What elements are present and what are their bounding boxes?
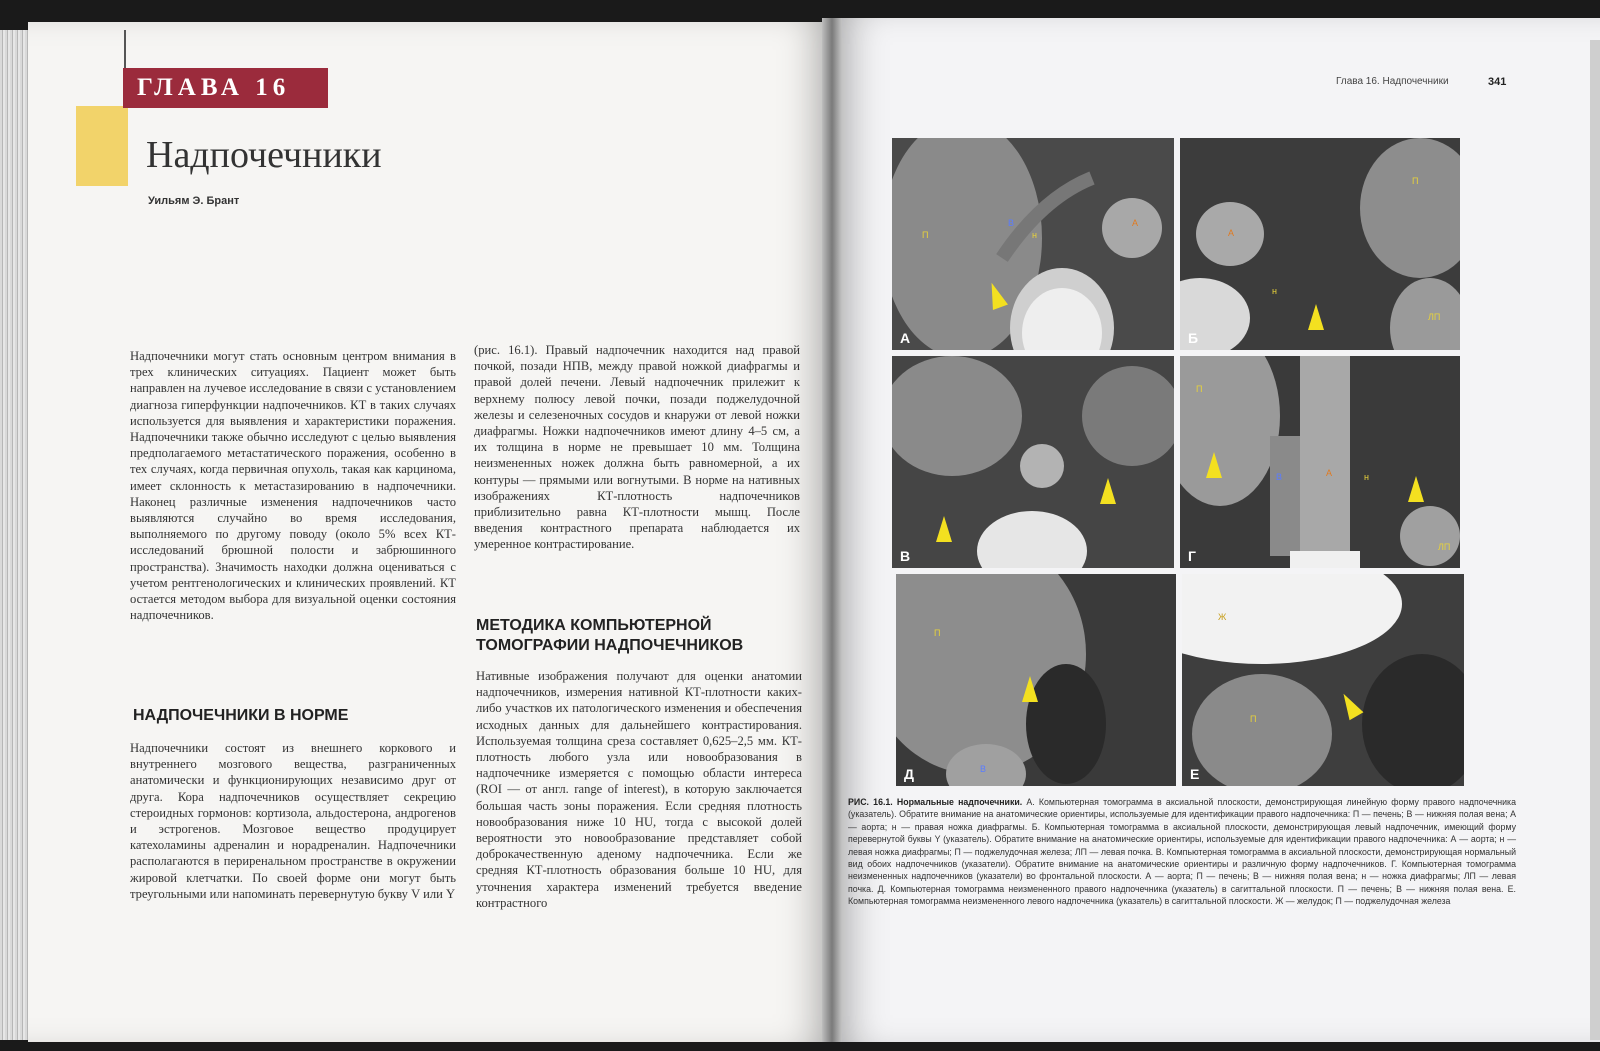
panel-letter: Д: [904, 766, 914, 782]
author: Уильям Э. Брант: [148, 195, 240, 207]
pointer-arrow-icon: [1022, 676, 1038, 702]
chapter-title: Надпочечники: [146, 134, 382, 176]
label-liver: П: [922, 230, 929, 240]
ct-image-e: [1182, 574, 1464, 786]
panel-letter: Б: [1188, 330, 1199, 346]
caption-text: А. Компьютерная томограмма в аксиальной плоскости, демонстрирующая линейную форму правого надпочечника (указатель). Обратите внимание на анатомические ориентиры, используемые для идентификации правого надпочечника: П — печень; В — нижняя полая вена; А — аорта; н — правая ножка диафрагмы. Б. Компьютерная томограмма в аксиальной плоскости, демонстрирующая левый надпочечник, имеющий форму перевернутой буквы Y (указатель). Обратите внимание на анатомические ориентиры, используемые для идентификации правого надпочечника: А — аорта; н — левая ножка диафрагмы; П — поджелудочная железа; ЛП — левая почка. В. Компьютерная томограмма в аксиальной плоскости, демонстрирующая нормальный вид обоих надпочечников (указатели). Обратите внимание на анатомические ориентиры и различную форму надпочечников. Г. Компьютерная томограмма неизмененных надпочечников (указатели) во фронтальной плоскости. А — аорта; П — печень; В — нижняя полая вена; н — ножка диафрагмы; ЛП — левая почка. Д. Компьютерная томограмма неизмененного правого надпочечника (указатель) в сагиттальной плоскости. П — печень; В — нижняя полая вена. Е. Компьютерная томограмма неизмененного левого надпочечника (указатель) в сагиттальной плоскости. Ж — желудок; П — поджелудочная железа: [848, 797, 1516, 907]
figure-caption: [848, 796, 1516, 908]
pointer-arrow-icon: [1206, 452, 1222, 478]
label-crus: н: [1272, 286, 1277, 296]
book-gutter: [822, 18, 842, 1042]
label-ivc: В: [980, 764, 987, 774]
ct-panel-b: [1180, 138, 1460, 350]
label-aorta: А: [1326, 468, 1333, 478]
ct-image-g: [1180, 356, 1460, 568]
label-left-kidney: ЛП: [1428, 312, 1441, 322]
label-pancreas: П: [1412, 176, 1419, 186]
ct-panel-e: [1182, 574, 1464, 786]
ct-panel-d: [896, 574, 1176, 786]
pointer-arrow-icon: [1100, 478, 1116, 504]
pointer-arrow-icon: [1308, 304, 1324, 330]
label-ivc: В: [1008, 218, 1015, 228]
label-crus: н: [1364, 472, 1369, 482]
label-stomach: Ж: [1218, 612, 1227, 622]
ct-panel-g: [1180, 356, 1460, 568]
ct-panel-a: [892, 138, 1174, 350]
normal-paragraph: Надпочечники состоят из внешнего коркового и внутреннего мозгового вещества, разграниченных анатомически и функционирующих независимо друг от друга. Кора надпочечников осуществляет секрецию стероидных гормонов: кортизола, альдостерона, андрогенов и эстрогенов. Мозговое вещество продуцирует катехоламины адреналин и норадреналин. Надпочечники располагаются в периренальном пространстве в окружении жировой клетчатки. По своей форме они могут быть треугольными или напоминать перевернутую букву V или Y: [130, 741, 456, 901]
label-aorta: А: [1132, 218, 1139, 228]
label-aorta: А: [1228, 228, 1235, 238]
ct-panel-v: [892, 356, 1174, 568]
panel-letter: Е: [1190, 766, 1200, 782]
caption-title: РИС. 16.1. Нормальные надпочечники.: [848, 797, 1023, 807]
panel-letter: В: [900, 548, 911, 564]
section-heading-normal: НАДПОЧЕЧНИКИ В НОРМЕ: [133, 707, 349, 724]
accent-block: [76, 106, 128, 186]
ct-image-a: [892, 138, 1174, 350]
label-liver: П: [934, 628, 941, 638]
page-edges-right: [1590, 40, 1600, 1040]
anatomy-paragraph: (рис. 16.1). Правый надпочечник находится над правой почкой, позади НПВ, между правой ножкой диафрагмы и правой долей печени. Левый надпочечник прилежит к верхнему полюсу левой почки, позади поджелудочной железы и селезеночных сосудов и кнаружи от левой ножки диафрагмы. Ножки надпочечников имеют длину 4–5 см, а их толщина в норме не превышает 10 мм. Толщина неизмененных ножек должна быть равномерной, а их контуры — прямыми или вогнутыми. В норме на нативных изображениях КТ-плотность надпочечников приблизительно равна КТ-плотности мышц. После введения контрастного препарата наблюдается их умеренное контрастирование.: [474, 343, 800, 552]
page-edges-left: [0, 30, 30, 1040]
label-liver: П: [1196, 384, 1203, 394]
ct-image-v: [892, 356, 1174, 568]
panel-letter: Г: [1188, 548, 1196, 564]
method-paragraph: Нативные изображения получают для оценки анатомии надпочечников, измерения нативной КТ-плотности каких-либо участков их патологического изменения и обеспечения исходных данных для дальнейшего контрастирования. Используемая толщина среза составляет 0,625–2,5 мм. КТ-плотность любого узла или новообразования в надпочечнике измеряется с помощью области интереса (ROI — от англ. range of interest), в которую заключается большая часть зоны поражения. Если средняя плотность новообразования ниже 10 HU, тогда с высокой долей вероятности это новообразование представляет собой доброкачественную аденому надпочечника. Если же средняя КТ-плотность образования больше 10 HU, для уточнения характера изменений требуется введение контрастного: [476, 669, 802, 910]
running-head: Глава 16. Надпочечники: [1336, 76, 1449, 87]
page-number: 341: [1488, 76, 1507, 88]
pointer-arrow-icon: [936, 516, 952, 542]
label-crus: н: [1032, 230, 1037, 240]
chapter-label: ГЛАВА 16: [137, 74, 291, 101]
section-heading-method: МЕТОДИКА КОМПЬЮТЕРНОЙ ТОМОГРАФИИ НАДПОЧЕЧНИКОВ: [476, 617, 744, 654]
label-left-kidney: ЛП: [1438, 542, 1451, 552]
panel-letter: А: [900, 330, 911, 346]
label-pancreas: П: [1250, 714, 1257, 724]
label-ivc: В: [1276, 472, 1283, 482]
intro-paragraph: Надпочечники могут стать основным центром внимания в трех клинических ситуациях. Пациент может быть направлен на лучевое исследование в связи с установлением диагноза гиперфункции надпочечников. КТ в таких случаях используется для выявления и характеристики поражения. Надпочечники также обычно исследуют с целью выявления предполагаемого метастатического поражения, особенно в тех случаях, когда первичная опухоль, такая как карцинома, имеет склонность к метастазированию в надпочечники. Наконец различные изменения надпочечников часто выявляются случайно во время исследования, выполняемого по другому поводу (около 5% всех КТ-исследований брюшной полости и забрюшинного пространства). Значимость находки должна оцениваться с учетом рентгенологических и клинических проявлений. КТ остается методом выбора для визуальной оценки состояния надпочечников.: [130, 349, 457, 623]
pointer-arrow-icon: [1408, 476, 1424, 502]
